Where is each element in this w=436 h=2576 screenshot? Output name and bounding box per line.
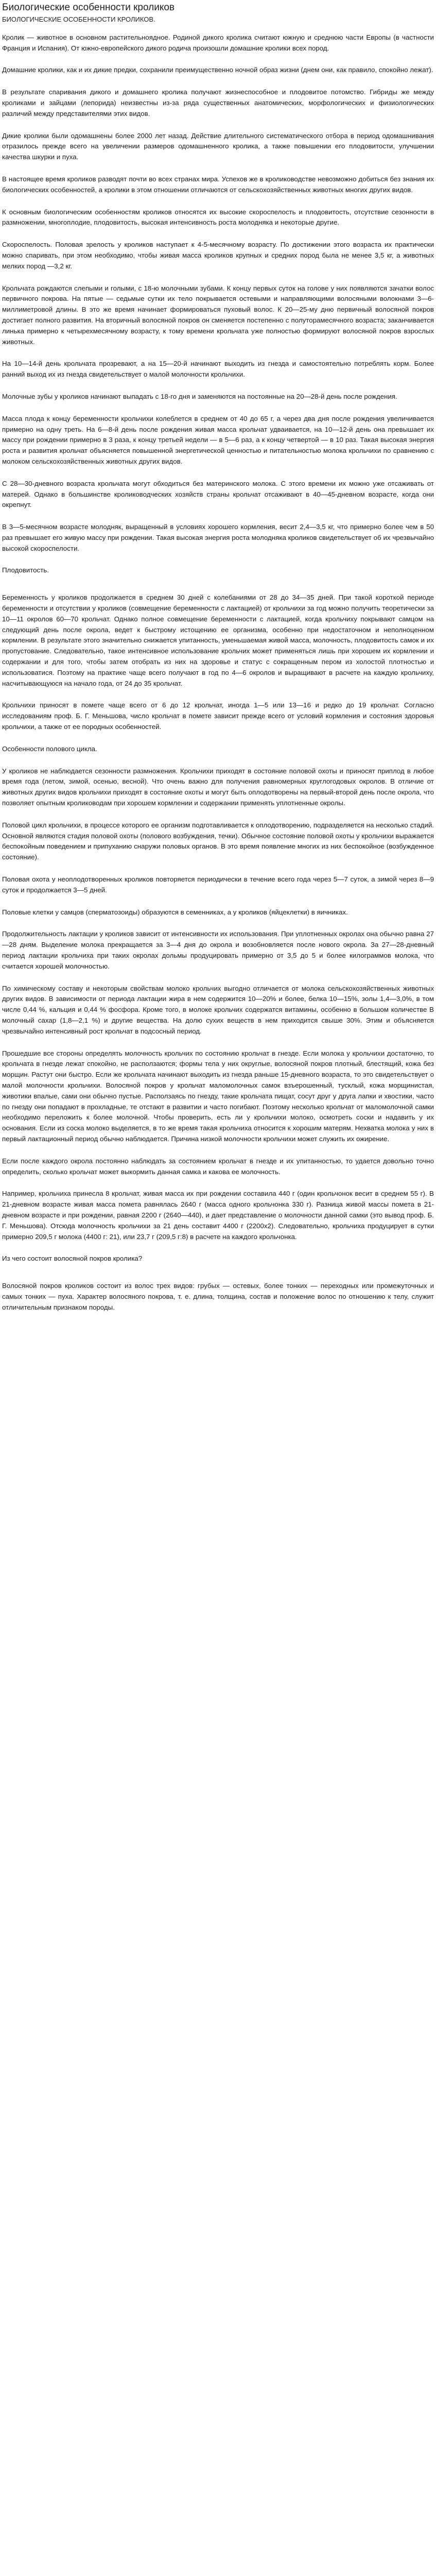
- paragraph-heat-repeat: Половая охота у неоплодотворенных кроликов повторяется периодически в течение всего года через 5—7 суток, а зимой через 8—9 суток и продолжается 3—5 дней.: [2, 875, 434, 894]
- paragraph-night-life: Домашние кролики, как и их дикие предки, сохранили преимущественно ночной образ жизни (днем они, как правило, спокойно лежат).: [2, 66, 433, 74]
- paragraph-pregnancy: Беременность у кроликов продолжается в среднем 30 дней с колебаниями от 28 до 34—35 дней. При такой короткой периоде беременности и отсутствии у кроликов (совмещение беременности с лактацией) от крольчихи за год можно получить теоретически за 10—11 окролов 60—70 крольчат. Однако полное совмещение беременности с лактацией, когда крольчиху покрывают самцом на следующий день после окрола, ведет к быстрому истощению ее организма, особенно при недостаточном и неполноценном кормлении. В результате этого значительно снижается упитанность, уменьшаемая живой масса, молочность, плодовитость самок и их пропустование. Следовательно, такое интенсивное использование крольчих может применяться лишь при хорошем их кормлении и содержании и для того, чтобы затем отобрать из них на здоровье и статус с сокращенным пером из холостой плотностью и использоватися. Поэтому на практике чаще всего получают в год по 4—6 окролов и выращивают в расчете на каждую крольчиху, насчитывающуюся на начало года, от 24 до 35 крольчат.: [2, 594, 434, 687]
- page-subtitle: БИОЛОГИЧЕСКИЕ ОСОБЕННОСТИ КРОЛИКОВ.: [2, 15, 155, 23]
- paragraph-eyes-open: На 10—14-й день крольчата прозревают, а на 15—20-й начинают выходить из гнезда и самостоятельно потреблять корм. Более ранний выход их из гнезда свидетельствует о малой молочности крольчихи.: [2, 360, 434, 379]
- paragraph-no-seasonality: У кроликов не наблюдается сезонности размножения. Крольчихи приходят в состояние половой охоты и приносят приплод в любое время года (летом, зимой, осенью, весной). Что очень важно для получения равномерных круглогодовых окролов. В отличие от животных других видов крольчихи приходят в состояние охоты и могут быть оплодотворены на первый-второй день после окрола, что позволяет опытным кролиководам при хорошем кормлении и содержании применять уплотненные окролы.: [2, 767, 434, 807]
- paragraph-growth: Масса плода к концу беременности крольчихи колеблется в среднем от 40 до 65 г, а через два дня после рождения увеличивается примерно на одну треть. На 6—8-й день после рождения живая масса крольчат удваивается, на 10—12-й день она превышает их массу при рождении примерно в 3 раза, к концу третьей недели — в 5—6 раз, а к концу четвертой — в 10 раз. Такая высокая энергия роста и развития крольчат объясняется повышенной энергетической ценностью и питательностью молока крольчихи по сравнению с молоком сельскохозяйственных животных других видов.: [2, 414, 434, 465]
- paragraph-precocity: Скороспелость. Половая зрелость у кроликов наступает к 4-5-месячному возрасту. По достижении этого возраста их практически можно спаривать, при этом необходимо, чтобы живая масса кроликов крупных и средних пород была не менее 3,5 кг, а животных мелких пород —3,2 кг.: [2, 241, 434, 270]
- paragraph-litter-size: Крольчихи приносят в помете чаще всего от 6 до 12 крольчат, иногда 1—5 или 13—16 и редко до 19 крольчат. Согласно исследованиям проф. Б. Г. Меньшова, число крольчат в помете зависит прежде всего от условий кормления и состояния здоровья крольчихи, а также от ее породных особенностей.: [2, 701, 434, 731]
- page-title: Биологические особенности кроликов: [2, 2, 175, 13]
- paragraph-hybrids: В результате спаривания дикого и домашнего кролика получают жизнеспособное и плодовитое потомство. Гибриды же между кроликами и зайцами (лепорида) неизвестны из-за ряда существенных анатомических, морфологических и физиологических различий между представителями этих видов.: [2, 88, 434, 117]
- paragraph-milk-composition: По химическому составу и некоторым свойствам молоко крольчих выгодно отличается от молока сельскохозяйственных животных других видов. В зависимости от периода лактации жира в нем содержится 10—20% и более, белка 10—15%, золы 1,4—3,0%, в том числе 0,44 %, кальция и 0,44 % фосфора. Кроме того, в молоке крольчих содержатся витамины, особенно в большом количестве В молочный сахар (1,8—2,1 %) и другие вещества. На долю сухих веществ в нем приходится свыше 30%. Этим и объясняется чрезвычайно интенсивный рост крольчат в подсосный период.: [2, 984, 434, 1035]
- paragraph-main-features: К основным биологическим особенностям кроликов относятся их высокие скороспелость и плодовитость, отсутствие сезонности в размножении, многоплодие, плодовитость, высокая интенсивность роста молодняка и некоторые другие.: [2, 208, 434, 227]
- section-heading-fertility: Плодовитость.: [2, 566, 49, 574]
- paragraph-domestication: Дикие кролики были одомашнены более 2000 лет назад. Действие длительного систематического отбора в период одомашнивания отразилось прежде всего на увеличении размеров одомашненного кролика, а также повышении его плодовитости, улучшении качества шкурки и пуха.: [2, 131, 434, 161]
- paragraph-fur: Волосяной покров кроликов состоит из волос трех видов: грубых — остевых, более тонких — переходных или промежуточных и самых тонких — пуха. Характер волосяного покрова, т. е. длина, толщина, состав и положение волос по отношению к телу, служит отличительным признаком породы.: [2, 1282, 434, 1311]
- paragraph-milk-check: Прошедшие все стороны определять молочность крольчих по состоянию крольчат в гнезде. Если молока у крольчихи достаточно, то крольчата в гнезде лежат спокойно, не расползаются; формы тела у них округлые, волосяной покров плотный, блестящий, кожа без морщин. Растут они быстро. Если же крольчата начинают выходить из гнезда раньше 15-дневного возраста, то это свидетельствует о малой молочности крольчихи. Волосяной покров у крольчат маломолочных самок взъерошенный, тусклый, кожа морщинистая, животики впалые, сами они обычно пустые. Расползаясь по гнезду, такие крольчата пищат, сосут друг у друга лапки и хвостики, часто по гнезду они попадают в прохладные, те отстают в развитии и часто погибают. Поэтому несколько крольчат от маломолочной самки необходимо переложить к более молочной. Чтобы проверить, есть ли у крольчихи молоко, осмотреть соски и надавить у их основания. Если из соска молоко выделяется, в то же время такая крольчиха относится к хорошим матерям. Нехватка молока у них в первый лактационный период обычно наблюдается. Причина низкой молочности крольчихи может служить их ожирение.: [2, 1049, 434, 1143]
- paragraph-breeding: В настоящее время кроликов разводят почти во всех странах мира. Успехов же в кролиководстве невозможно добиться без знания их биологических особенностей, а кролики в этом отношении отличаются от сельскохозяйственных животных многих других видов.: [2, 175, 434, 194]
- paragraph-sexual-cycle: Половой цикл крольчихи, в процессе которого ее организм подготавливается к оплодотворению, подразделяется на несколько стадий. Основной являются стадия половой охоты (полового возбуждения, течки). Обычное состояние половой охоты у крольчихи выражается беспокойным поведением и припуханию снаружи половых органов. В это время появление многих из них беспокойное (возбужденное состояние).: [2, 821, 434, 861]
- paragraph-young-weight: В 3—5-месячном возрасте молодняк, выращенный в условиях хорошего кормления, весит 2,4—3,5 кг, что примерно более чем в 50 раз превышает его живую массу при рождении. Такая высокая энергия роста молодняка кроликов свидетельствует об их чрезвычайно высокой скороспелости.: [2, 523, 434, 552]
- paragraph-observation: Если после каждого окрола постоянно наблюдать за состоянием крольчат в гнезде и их упитанностью, то удается довольно точно определить, сколько крольчат может выкормить данная самка и какова ее молочность.: [2, 1157, 434, 1176]
- paragraph-newborns: Крольчата рождаются слепыми и голыми, с 18-ю молочными зубами. К концу первых суток на голове у них появляются зачатки волос первичного покрова. На пятые — седьмые сутки их тело покрывается остевыми и направляющими волосяными волокнами 3—6-миллиметровой длины. В это же время начинает формироваться пуховый волос. К 20—25-му дню первичный волосяной покров достигает полного развития. На вторичный волосяной покров он сменяется постепенно с полуторамесячного возраста; заканчивается линька примерно к четырехмесячному возрасту, к тому времени крольчата уже полностью формируют волосяной покров взрослых животных.: [2, 284, 434, 346]
- paragraph-milk-teeth: Молочные зубы у кроликов начинают выпадать с 18-го дня и заменяются на постоянные на 20—28-й день после рождения.: [2, 392, 397, 400]
- paragraph-weaning: С 28—30-дневного возраста крольчата могут обходиться без материнского молока. С этого времени их можно уже отсаживать от матерей. Однако в большинстве кролиководческих хозяйств страны крольчат отсаживают в 40—45-дневном возрасте, когда они окрепнут.: [2, 479, 434, 509]
- paragraph-example: Например, крольчиха принесла 8 крольчат, живая масса их при рождении составила 440 г (один крольчонок весит в среднем 55 г). В 21-дневном возрасте живая масса помета равнялась 2640 г (масса одного крольчонка 330 г). Разница живой массы помета в 21-дневном возрасте и при рождении, равная 2200 г (2640—440), и дает представление о молочности данной самки (это вывод проф. Б. Г. Меньшова). Отсюда молочность крольчихи за 21 день составит 4400 г (2200х2). Следовательно, крольчиха продуцирует в сутки примерно 209,5 г молока (4400 г: 21), или 23,7 г (209,5 г:8) в расчете на каждого крольчонка.: [2, 1190, 434, 1241]
- paragraph-lactation: Продолжительность лактации у кроликов зависит от интенсивности их использования. При уплотненных окролах она обычно равна 27—28 дням. Выделение молока прекращается за 3—4 дня до окрола и возобновляется после нового окрола. За 27—28-дневный период лактации крольчиха при таких окролах дольмы продуцировать примерно от 3,5 до 5 и более килограммов молока, что считается хорошей молочностью.: [2, 930, 434, 970]
- paragraph-origin: Кролик — животное в основном растительноядное. Родиной дикого кролика считают южную и среднюю части Европы (в частности Франция и Испания). От южно-европейского дикого родича произошли домашние кролики всех пород.: [2, 33, 434, 52]
- section-heading-fur: Из чего состоит волосяной покров кролика?: [2, 1255, 143, 1263]
- paragraph-sex-cells: Половые клетки у самцов (сперматозоиды) образуются в семенниках, а у кроликов (яйцеклетки) в яичниках.: [2, 908, 348, 916]
- section-heading-sexual-cycle: Особенности полового цикла.: [2, 744, 97, 753]
